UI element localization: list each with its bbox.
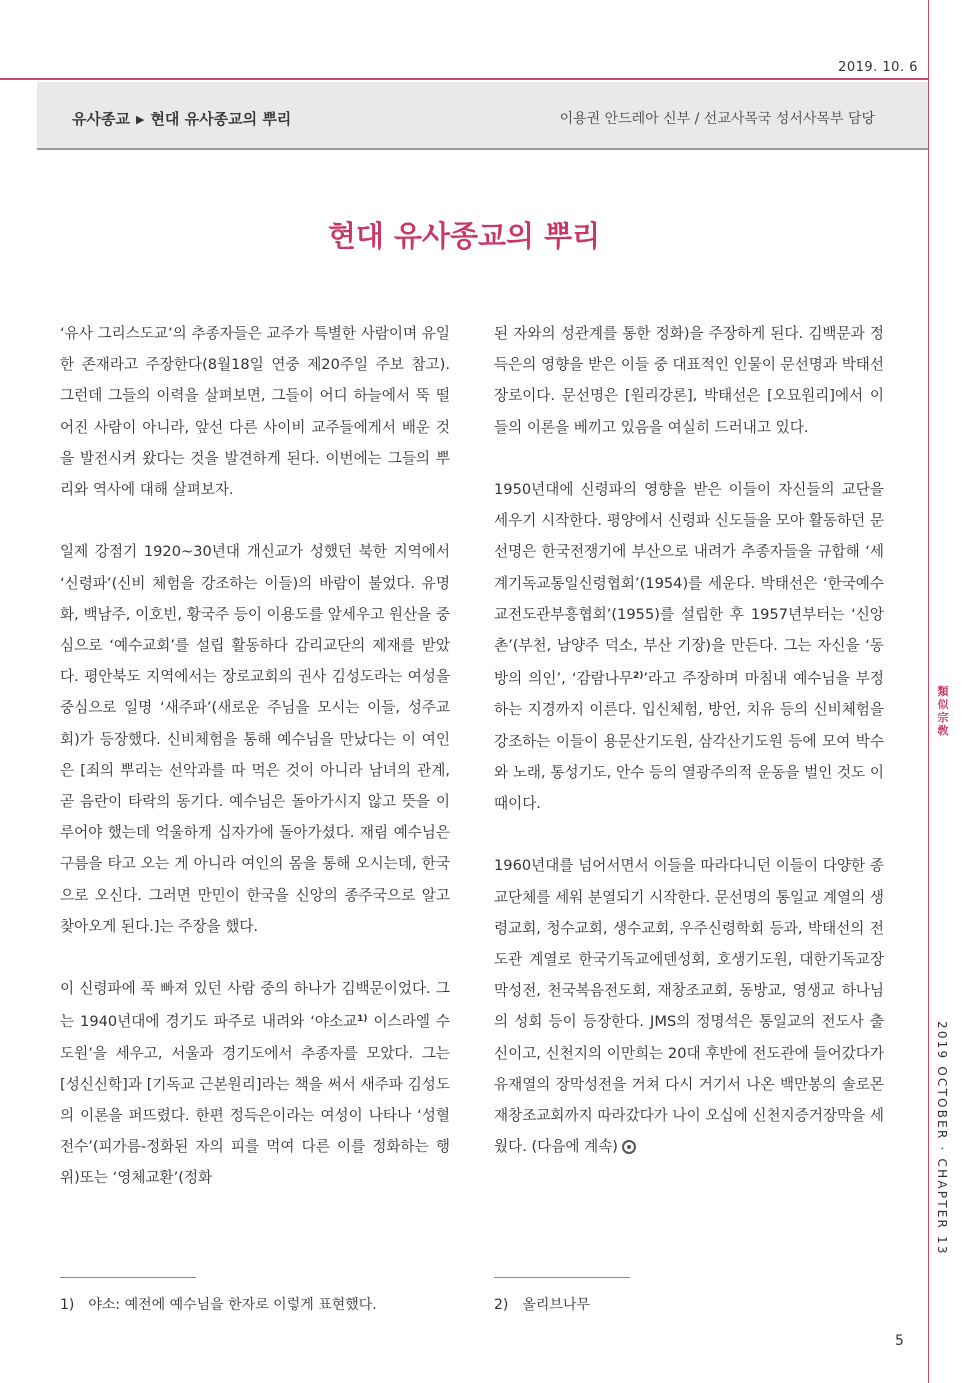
paragraph-text: 이 신령파에 푹 빠져 있던 사람 중의 하나가 김백문이었다. 그는 1940년대에 경기도 파주로 내려와 ‘야소교 [60,980,450,1031]
breadcrumb-arrow-icon: ▶ [135,113,145,126]
paragraph-text: 1950년대에 신령파의 영향을 받은 이들이 자신들의 교단을 세우기 시작한다. 평양에서 신령파 신도들을 모아 활동하던 문선명은 한국전쟁기에 부산으로 내려가 추종자들을 규합해 ‘세계기독교통일신령협회’(1954)를 세운다. 박태선은 ‘한국예수교전도관부흥협회’(1955)를 설립한 후 1957년부터는 ‘신앙촌’(부천, 남양주 덕소, 부산 기장)을 만든다. 그는 자신을 ‘동방의 의인’, ‘감람나무 [494,481,884,688]
side-category-label: 類似宗敎 [937,685,949,737]
paragraph [494,474,884,819]
article-title: 현대 유사종교의 뿌리 [327,219,601,253]
footnote-divider [494,1277,630,1278]
breadcrumb-section: 유사종교 [72,110,130,128]
margin-rule-vertical [928,0,929,1383]
end-mark-icon [622,1140,636,1154]
section-header [37,82,928,150]
left-column [60,318,450,1194]
paragraph-text: ’라고 주장하며 마침내 예수님을 부정하는 지경까지 이른다. 입신체험, 방언, 치유 등의 신비체험을 강조하는 이들이 용문산기도원, 삼각산기도원 등에 모여 박수와 노래, 통성기도, 안수 등의 열광주의적 운동을 벌인 것도 이때이다. [494,670,884,813]
issue-date: 2019. 10. 6 [838,60,918,75]
footnote-2: 2) 올리브나무 [494,1297,590,1313]
paragraph [494,850,884,1162]
footnote-marker: 2) [632,671,644,682]
breadcrumb [72,108,291,129]
page-number: 5 [895,1333,904,1349]
paragraph: ‘유사 그리스도교’의 추종자들은 교주가 특별한 사람이며 유일한 존재라고 주장한다(8월18일 연중 제20주일 주보 참고). 그런데 그들의 이력을 살펴보면, 그들이 어디 하늘에서 뚝 떨어진 사람이 아니라, 앞선 다른 사이비 교주들에게서 배운 것을 발전시켜 왔다는 것을 발견하게 된다. 이번에는 그들의 뿌리와 역사에 대해 살펴보자. [60,325,450,499]
side-chapter-label: 2019 OCTOBER · CHAPTER 13 [935,1021,949,1256]
paragraph: 일제 강점기 1920~30년대 개신교가 성했던 북한 지역에서 ‘신령파’(신비 체험을 강조하는 이들)의 바람이 불었다. 유명화, 백남주, 이호빈, 황국주 등이 이용도를 앞세우고 원산을 중심으로 ‘예수교회’를 설립 활동하다 감리교단의 제재를 받았다. 평안북도 지역에서는 장로교회의 권사 김성도라는 여성을 중심으로 일명 ‘새주파’(새로운 주님을 모시는 이들, 성주교회)가 등장했다. 신비체험을 통해 예수님을 만났다는 이 여인은 [죄의 뿌리는 선악과를 따 먹은 것이 아니라 남녀의 관계, 곧 음란이 타락의 동기다. 예수님은 돌아가시지 않고 뜻을 이루어야 했는데 억울하게 십자가에 돌아가셨다. 재림 예수님은 구름을 타고 오는 게 아니라 여인의 몸을 통해 오시는데, 한국으로 오신다. 그러면 만민이 한국을 신앙의 종주국으로 알고 찾아오게 된다.]는 주장을 했다. [60,543,450,935]
footnote-divider [60,1277,196,1278]
footnote-1: 1) 야소: 예전에 예수님을 한자로 이렇게 표현했다. [60,1297,377,1313]
paragraph [60,973,450,1193]
footnote-marker: 1) [357,1014,368,1025]
author-credit: 이용권 안드레아 신부 / 선교사목국 성서사목부 담당 [559,111,875,127]
right-column [494,318,884,1162]
paragraph-text: 이스라엘 수도원’을 세우고, 서울과 경기도에서 추종자를 모았다. 그는 [성신신학]과 [기독교 근본원리]라는 책을 써서 새주파 김성도의 이론을 퍼뜨렸다. 한편 정득은이라는 여성이 나타나 ‘성혈전수’(피가름-정화된 자의 피를 먹여 다른 이를 정화하는 행위)또는 ‘영체교환’(정화 [60,1013,450,1187]
paragraph: 된 자와의 성관계를 통한 정화)을 주장하게 된다. 김백문과 정득은의 영향을 받은 이들 중 대표적인 인물이 문선명과 박태선 장로이다. 문선명은 [원리강론], 박태선은 [오묘원리]에서 이들의 이론을 베끼고 있음을 여실히 드러내고 있다. [494,325,884,436]
header-rule [0,78,928,80]
breadcrumb-subsection: 현대 유사종교의 뿌리 [150,110,292,128]
paragraph-text: 1960년대를 넘어서면서 이들을 따라다니던 이들이 다양한 종교단체를 세워 분열되기 시작한다. 문선명의 통일교 계열의 생령교회, 청수교회, 생수교회, 우주신령학회 등과, 박태선의 전도관 계열로 한국기독교에덴성회, 호생기도원, 대한기독교장막성전, 천국복음전도회, 재창조교회, 동방교, 영생교 하나님의 성회 등이 등장한다. JMS의 정명석은 통일교의 전도사 출신이고, 신천지의 이만희는 20대 후반에 전도관에 들어갔다가 유재열의 장막성전을 거쳐 다시 거기서 나온 백만봉의 솔로몬 재창조교회까지 따라갔다가 나이 오십에 신천지증거장막을 세웠다. (다음에 계속) [494,857,884,1156]
